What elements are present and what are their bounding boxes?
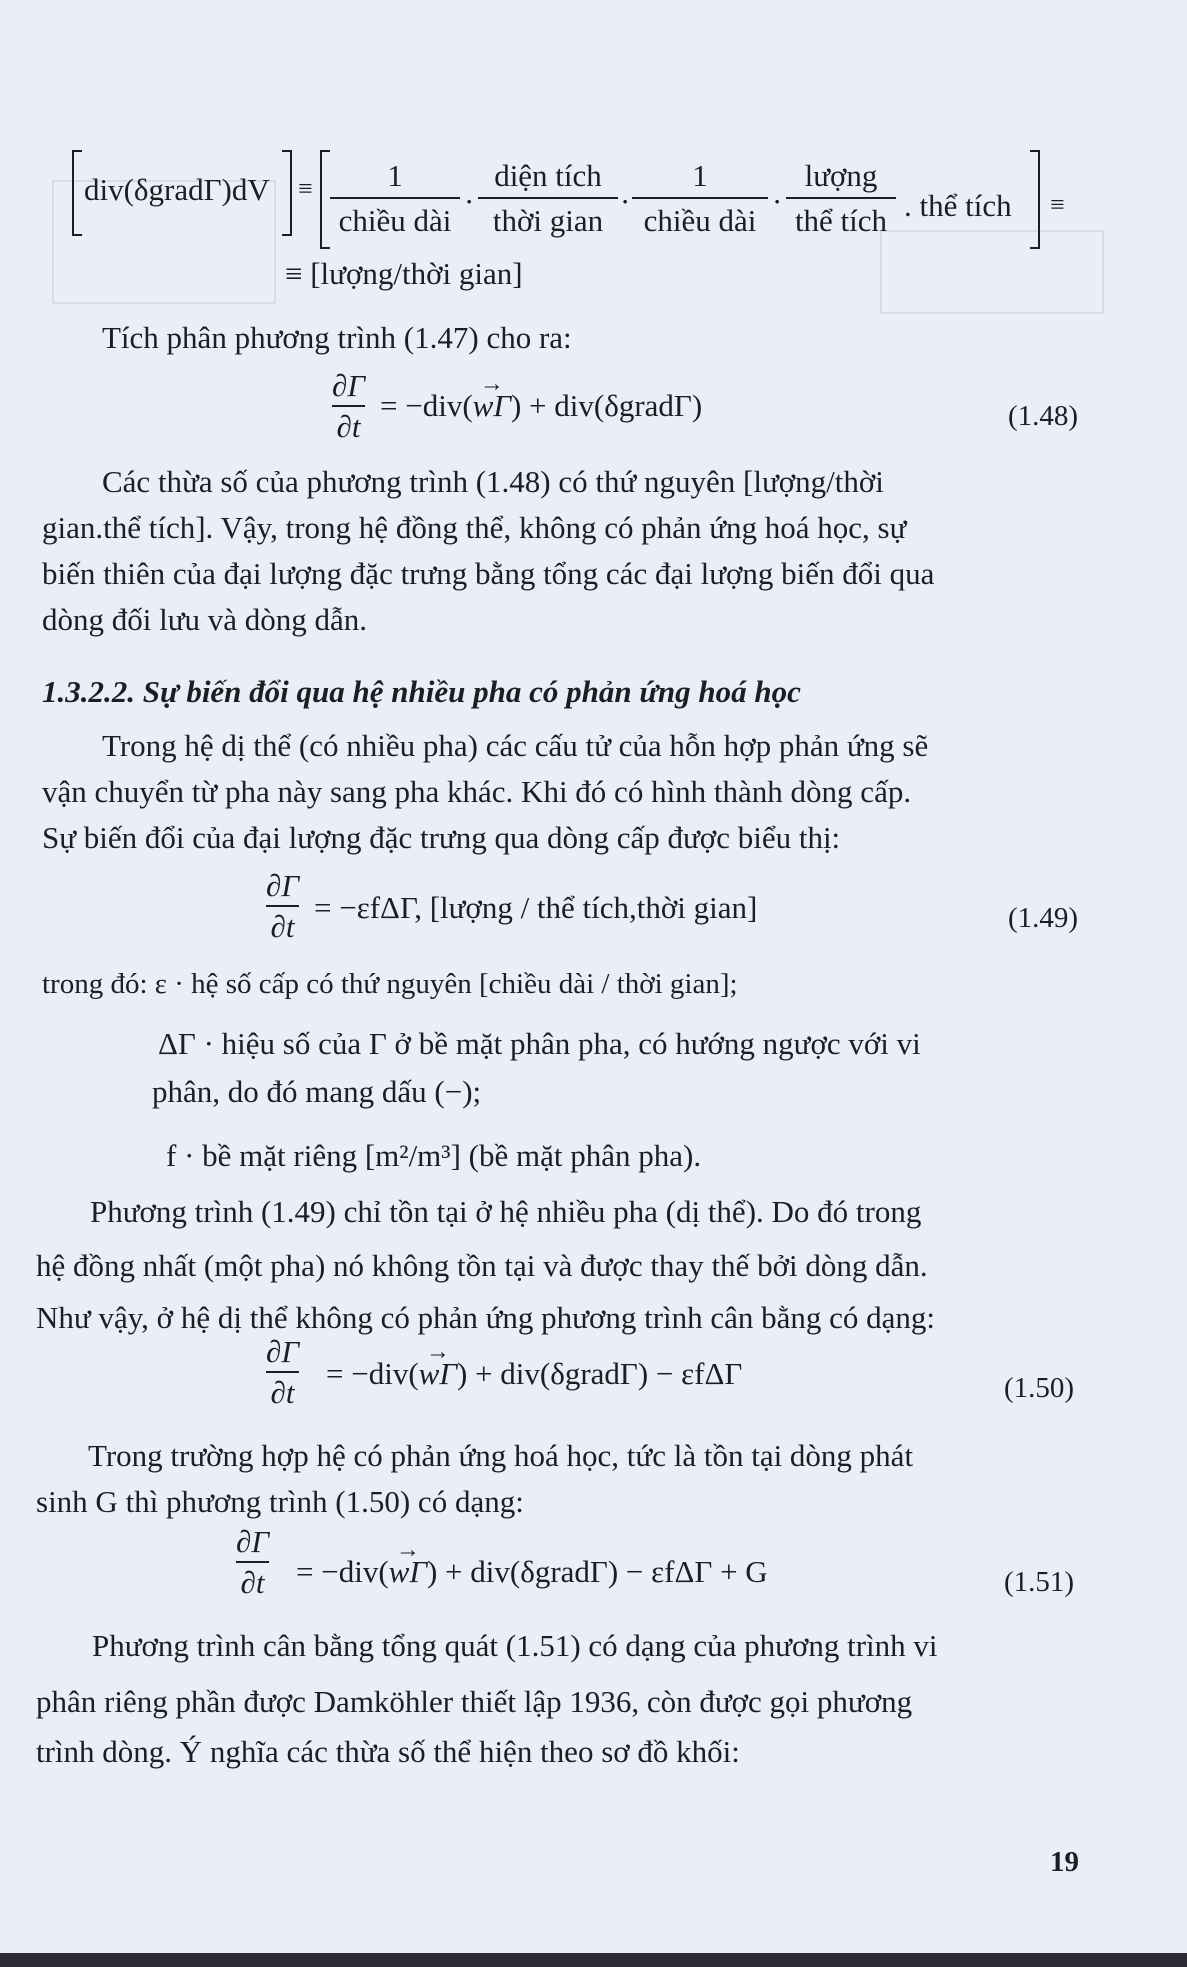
eq148-number: (1.48) [1008, 400, 1079, 432]
where-line: ΔΓ · hiệu số của Γ ở bề mặt phân pha, có hướng ngược với vi [158, 1026, 921, 1061]
eq151-rhs [296, 1556, 768, 1587]
eq150-num: ∂Γ [266, 1334, 299, 1369]
eq150-rhs-a: = −div( [326, 1356, 419, 1391]
paragraph-2-line: Trong hệ dị thể (có nhiều pha) các cấu tử của hỗn hợp phản ứng sẽ [102, 728, 929, 763]
eq149-num: ∂Γ [266, 868, 299, 903]
top-equation-tail: . thể tích [904, 188, 1012, 223]
eq151-rhs-b: ) + div(δgradΓ) − εfΔΓ + G [426, 1554, 768, 1589]
bleed-through-box [880, 230, 1104, 314]
fraction-3-num: 1 [692, 158, 708, 193]
eq148-num: ∂Γ [332, 368, 365, 403]
eq148-fraction [332, 370, 365, 442]
bracket-right [282, 150, 292, 236]
eq148-rhs-a: = −div( [380, 388, 473, 423]
fraction-4 [786, 160, 896, 236]
eq148-vector: wΓ → [473, 390, 511, 421]
paragraph-integral: Tích phân phương trình (1.47) cho ra: [102, 320, 572, 355]
dot-3: · [772, 184, 783, 219]
paragraph-3-line: Như vậy, ở hệ dị thể không có phản ứng phương trình cân bằng có dạng: [36, 1300, 936, 1335]
eq149-fraction [266, 870, 299, 942]
paragraph-4-line: sinh G thì phương trình (1.50) có dạng: [36, 1484, 524, 1519]
fraction-1-den: chiều dài [330, 197, 460, 236]
eq149-den: ∂t [266, 905, 299, 942]
paragraph-5-line: Phương trình cân bằng tổng quát (1.51) có dạng của phương trình vi [92, 1628, 938, 1663]
eq148-rhs-b: ) + div(δgradΓ) [510, 388, 703, 423]
paragraph-3-line: Phương trình (1.49) chỉ tồn tại ở hệ nhiều pha (dị thể). Do đó trong [90, 1194, 922, 1229]
fraction-2-den: thời gian [478, 197, 618, 236]
fraction-1 [330, 160, 460, 236]
bracket-left [72, 150, 82, 236]
paragraph-1-line: biến thiên của đại lượng đặc trưng bằng tổng các đại lượng biến đổi qua [42, 556, 935, 591]
fraction-2-num: diện tích [494, 158, 602, 193]
paragraph-5-line: phân riêng phần được Damkӧhler thiết lập 1936, còn được gọi phương [36, 1684, 913, 1719]
scan-bottom-edge [0, 1953, 1187, 1967]
fraction-4-den: thể tích [786, 197, 896, 236]
eq151-vector: wΓ → [389, 1556, 427, 1587]
eq150-number: (1.50) [1004, 1372, 1075, 1404]
fraction-3-den: chiều dài [632, 197, 768, 236]
eq148-rhs [380, 390, 702, 421]
equiv-sign-2: ≡ [1050, 190, 1065, 219]
eq150-rhs-b: ) + div(δgradΓ) − εfΔΓ [456, 1356, 743, 1391]
eq149-rhs: = −εfΔΓ, [lượng / thể tích,thời gian] [314, 890, 758, 925]
page-number: 19 [1050, 1846, 1079, 1878]
equiv-sign: ≡ [298, 174, 313, 203]
eq150-vector: wΓ → [419, 1358, 457, 1389]
fraction-1-num: 1 [387, 158, 403, 193]
fraction-3 [632, 160, 768, 236]
paragraph-2-line: vận chuyển từ pha này sang pha khác. Khi đó có hình thành dòng cấp. [42, 774, 912, 809]
where-line: phân, do đó mang dấu (−); [152, 1074, 482, 1109]
paragraph-5-line: trình dòng. Ý nghĩa các thừa số thể hiện theo sơ đồ khối: [36, 1734, 740, 1769]
eq148-den: ∂t [332, 405, 365, 442]
paragraph-2-line: Sự biến đổi của đại lượng đặc trưng qua dòng cấp được biểu thị: [42, 820, 841, 855]
top-equation-line2: ≡ [lượng/thời gian] [285, 256, 523, 291]
top-equation-lhs: div(δgradΓ)dV [84, 172, 270, 207]
eq151-den: ∂t [236, 1561, 269, 1598]
paragraph-3-line: hệ đồng nhất (một pha) nó không tồn tại và được thay thế bởi dòng dẫn. [36, 1248, 928, 1283]
bracket-left-2 [320, 150, 330, 249]
where-line: f · bề mặt riêng [m²/m³] (bề mặt phân pha). [166, 1138, 702, 1173]
eq151-fraction [236, 1526, 269, 1598]
section-heading: 1.3.2.2. Sự biến đổi qua hệ nhiều pha có phản ứng hoá học [42, 674, 801, 709]
dot-1: · [464, 184, 475, 219]
where-line: trong đó: ε · hệ số cấp có thứ nguyên [chiều dài / thời gian]; [42, 968, 738, 1000]
paragraph-1-line: gian.thể tích]. Vậy, trong hệ đồng thể, không có phản ứng hoá học, sự [42, 510, 907, 545]
eq151-rhs-a: = −div( [296, 1554, 389, 1589]
bracket-right-2 [1030, 150, 1040, 249]
paragraph-1-line: Các thừa số của phương trình (1.48) có thứ nguyên [lượng/thời [102, 464, 884, 499]
dot-2: · [620, 184, 631, 219]
eq150-fraction [266, 1336, 299, 1408]
paragraph-1-line: dòng đối lưu và dòng dẫn. [42, 602, 368, 637]
eq151-number: (1.51) [1004, 1566, 1075, 1598]
eq150-rhs [326, 1358, 742, 1389]
eq150-den: ∂t [266, 1371, 299, 1408]
paragraph-4-line: Trong trường hợp hệ có phản ứng hoá học, tức là tồn tại dòng phát [88, 1438, 914, 1473]
fraction-2 [478, 160, 618, 236]
eq149-number: (1.49) [1008, 902, 1079, 934]
fraction-4-num: lượng [804, 158, 878, 193]
eq151-num: ∂Γ [236, 1524, 269, 1559]
